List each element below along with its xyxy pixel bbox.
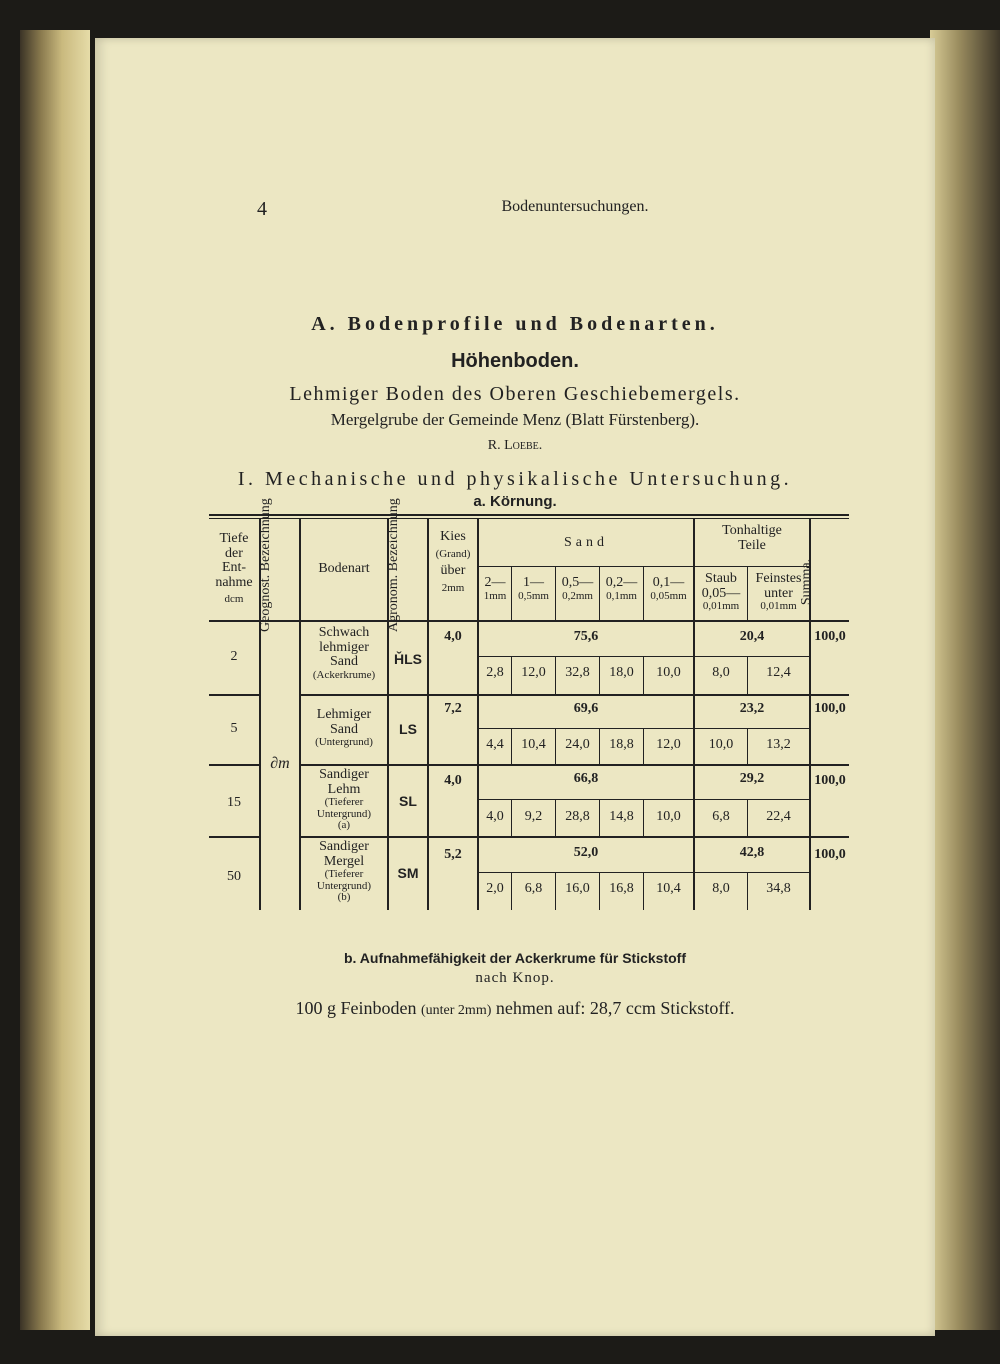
row4-bodenart-1: Sandiger [319, 839, 369, 854]
row1-depth: 2 [230, 649, 238, 664]
row4-sand-1: 2,0 [486, 881, 504, 896]
sand-col-4-b: 0,1mm [606, 589, 637, 602]
row3-bodenart-1: Sandiger [319, 767, 369, 782]
book-page [95, 38, 935, 1336]
row1-sand-1: 2,8 [486, 665, 504, 680]
row1-bodenart-note: (Ackerkrume) [312, 669, 376, 682]
header-tiefe-unit: dcm [224, 592, 244, 605]
sand-col-3-b: 0,2mm [562, 589, 593, 602]
row2-bodenart-note: (Untergrund) [315, 736, 373, 749]
row4-ton-2: 34,8 [766, 881, 791, 896]
header-bodenart: Bodenart [318, 561, 370, 576]
header-ton-1: Tonhaltige [722, 523, 782, 538]
row1-bodenart-2: lehmiger [319, 639, 369, 655]
row1-bodenart-1: Schwach [318, 625, 370, 640]
row2-sand-1: 4,4 [486, 737, 504, 752]
result-part-2: (unter 2mm) [421, 1003, 492, 1018]
row4-sand-3: 16,0 [565, 881, 590, 896]
row3-bodenart-note-2: Untergrund) [316, 807, 372, 820]
row3-sand-4: 14,8 [609, 809, 634, 824]
row4-bodenart-note-1: (Tieferer [324, 868, 364, 881]
row3-ton-total: 29,2 [739, 771, 765, 786]
row3-bodenart-note-3: (a) [337, 819, 351, 832]
ton-col-1-b: 0,05— [701, 585, 741, 601]
sand-col-2-a: 1— [523, 575, 544, 590]
ton-col-2-a: Feinstes [755, 571, 802, 586]
row2-ton-1: 10,0 [708, 737, 734, 752]
row3-agronom: SL [399, 793, 417, 809]
row1-ton-1: 8,0 [712, 665, 730, 680]
ton-col-1-a: Staub [705, 571, 737, 586]
row4-sand-total: 52,0 [573, 845, 599, 860]
row1-sand-3: 32,8 [565, 665, 590, 680]
row1-sand-2: 12,0 [521, 665, 546, 680]
result-part-1: 100 g Feinboden [295, 998, 417, 1018]
header-tiefe-3: Ent- [221, 560, 247, 576]
row2-ton-total: 23,2 [739, 701, 765, 716]
geognost-value: ∂m [270, 755, 290, 772]
sand-col-2-b: 0,5mm [518, 589, 549, 602]
row1-ton-2: 12,4 [766, 665, 791, 680]
row2-depth: 5 [230, 721, 238, 736]
running-title: Bodenuntersuchungen. [501, 198, 649, 215]
page-number: 4 [257, 198, 267, 220]
result-part-3: nehmen auf: 28,7 ccm Stickstoff. [495, 998, 735, 1018]
row4-sand-2: 6,8 [524, 881, 543, 896]
row1-sand-5: 10,0 [656, 665, 681, 680]
part-b-subtitle: nach Knop. [475, 970, 555, 986]
soil-title: Lehmiger Boden des Oberen Geschiebemergels. [289, 383, 741, 405]
row3-sand-3: 28,8 [565, 809, 590, 824]
sand-col-5-b: 0,05mm [650, 589, 687, 602]
row3-ton-2: 22,4 [766, 809, 791, 824]
row3-sand-2: 9,2 [524, 809, 543, 824]
header-geognost: Geognost. Bezeichnung [258, 498, 273, 632]
row4-sand-4: 16,8 [609, 881, 634, 896]
sand-col-1-a: 2— [484, 575, 506, 590]
row1-sand-4: 18,0 [609, 665, 634, 680]
row4-bodenart-note-2: Untergrund) [316, 879, 372, 892]
row4-ton-1: 8,0 [712, 881, 730, 896]
header-ton-2: Teile [738, 537, 766, 553]
ton-col-2-b: unter [764, 585, 793, 601]
row4-summa: 100,0 [814, 847, 846, 862]
row3-bodenart-2: Lehm [327, 781, 361, 797]
header-kies-unit: 2mm [441, 581, 465, 594]
row3-kies: 4,0 [444, 773, 462, 788]
row3-sand-5: 10,0 [656, 809, 681, 824]
part-b-title: b. Aufnahmefähigkeit der Ackerkrume für Stickstoff [343, 950, 687, 966]
row2-summa: 100,0 [814, 701, 846, 716]
ton-col-2-c: 0,01mm [760, 600, 797, 613]
header-tiefe-1: Tiefe [219, 531, 249, 546]
row2-sand-2: 10,4 [521, 737, 546, 752]
ton-col-1-c: 0,01mm [702, 600, 740, 613]
part-title: I. Mechanische und physikalische Untersuchung. [237, 468, 793, 490]
header-sand: Sand [564, 535, 608, 550]
row2-kies: 7,2 [444, 701, 462, 716]
row1-summa: 100,0 [814, 629, 846, 644]
row2-sand-total: 69,6 [573, 701, 599, 716]
row1-agronom: ȞLS [394, 651, 422, 667]
row4-agronom: SM [397, 865, 419, 881]
row3-depth: 15 [227, 795, 241, 810]
row2-sand-4: 18,8 [609, 737, 634, 752]
book-right-edge [930, 30, 1000, 1330]
header-kies-grand: (Grand) [435, 547, 471, 560]
sand-col-4-a: 0,2— [605, 575, 638, 590]
header-agronom: Agronom. Bezeichnung [386, 498, 401, 632]
row3-summa: 100,0 [814, 773, 846, 788]
sub-a-title: a. Körnung. [473, 493, 557, 510]
book-left-edge [20, 30, 90, 1330]
sand-col-1-b: 1mm [483, 589, 507, 602]
row2-agronom: LS [399, 721, 417, 737]
row4-bodenart-note-3: (b) [337, 891, 351, 904]
row1-kies: 4,0 [444, 629, 462, 644]
row4-depth: 50 [227, 869, 241, 884]
row1-bodenart-3: Sand [330, 654, 358, 670]
section-title: A. Bodenprofile und Bodenarten. [311, 313, 719, 335]
row3-ton-1: 6,8 [712, 809, 730, 824]
row2-bodenart-2: Sand [330, 721, 358, 737]
part-b-result [95, 998, 935, 1019]
header-kies-ueber: über [440, 563, 466, 579]
row1-ton-total: 20,4 [739, 629, 765, 644]
row2-sand-5: 12,0 [656, 737, 681, 752]
row2-ton-2: 13,2 [766, 737, 791, 752]
author: R. Loebe. [487, 438, 543, 453]
row1-sand-total: 75,6 [573, 629, 599, 644]
header-kies: Kies [440, 529, 466, 544]
header-tiefe-4: nahme [215, 575, 253, 591]
row3-sand-total: 66,8 [573, 771, 599, 786]
row2-bodenart-1: Lehmiger [316, 707, 372, 722]
subsection-title: Höhenboden. [451, 350, 579, 372]
sand-col-3-a: 0,5— [561, 575, 594, 590]
location: Mergelgrube der Gemeinde Menz (Blatt Fürstenberg). [330, 410, 700, 429]
row3-sand-1: 4,0 [486, 809, 504, 824]
row2-sand-3: 24,0 [565, 737, 590, 752]
row4-kies: 5,2 [444, 847, 462, 862]
row3-bodenart-note-1: (Tieferer [324, 796, 364, 809]
row4-ton-total: 42,8 [739, 845, 765, 860]
row4-sand-5: 10,4 [656, 881, 681, 896]
header-tiefe-2: der [225, 545, 243, 561]
sand-col-5-a: 0,1— [652, 575, 685, 590]
row4-bodenart-2: Mergel [323, 853, 365, 869]
header-summa: Summa. [799, 558, 814, 606]
